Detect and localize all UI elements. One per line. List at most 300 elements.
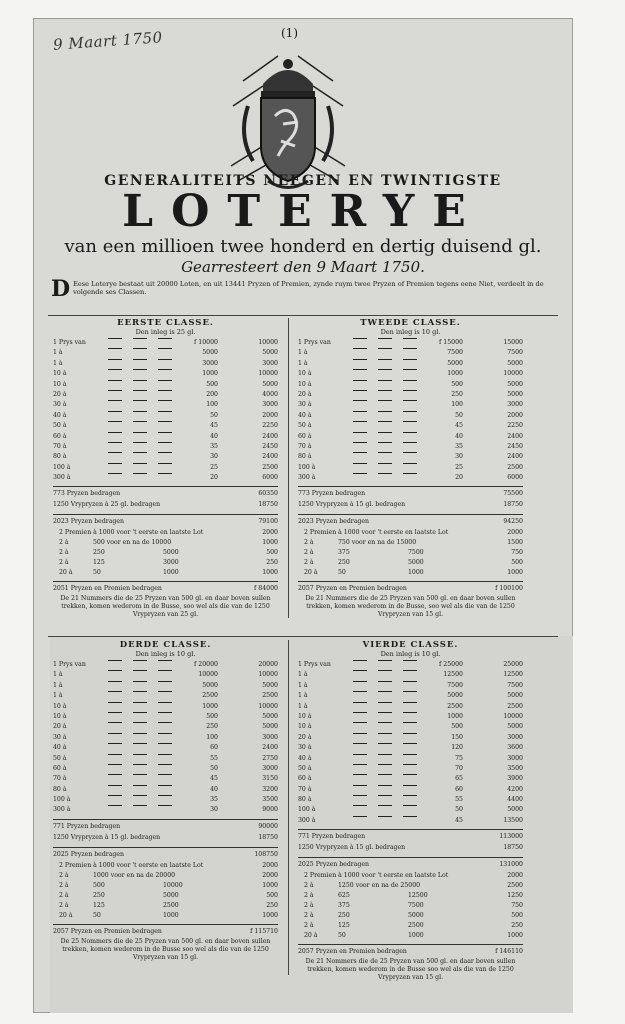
sum-value: 18750 <box>503 844 523 852</box>
dash-mark <box>353 463 367 464</box>
dash-mark <box>133 795 147 796</box>
premium-total: 750 <box>511 549 523 557</box>
prize-count: 20 à <box>53 723 67 731</box>
premium-label: 20 à <box>59 569 73 577</box>
dash-mark <box>353 380 367 381</box>
dash-mark <box>403 691 417 692</box>
prize-count: 300 à <box>298 816 316 824</box>
premium-row <box>53 568 278 578</box>
prize-count: 60 à <box>53 764 67 772</box>
prize-total: 5000 <box>507 359 523 367</box>
premium-row <box>298 548 523 558</box>
prize-total: 10000 <box>503 712 523 720</box>
prize-count: 30 à <box>53 401 67 409</box>
prize-count: 1 à <box>53 671 63 679</box>
prize-count: 100 à <box>53 463 71 471</box>
prize-count: 50 à <box>53 754 67 762</box>
dash-mark <box>133 359 147 360</box>
class-inleg: Den inleg is 10 gl. <box>135 650 196 658</box>
prize-total: 10000 <box>258 339 278 346</box>
prize-row <box>53 442 278 452</box>
sum-row <box>298 832 523 843</box>
prize-count: 30 à <box>298 744 312 752</box>
prize-count: 30 à <box>53 733 67 741</box>
prize-row <box>53 702 278 712</box>
prize-count: 40 à <box>53 411 67 419</box>
prize-row <box>298 380 523 390</box>
premium-row <box>53 538 278 548</box>
prize-total: 2450 <box>262 442 278 450</box>
dash-mark <box>158 348 172 349</box>
premium-amount: 250 <box>93 549 105 557</box>
premium-amount: 50 <box>338 932 346 940</box>
prize-row <box>298 390 523 400</box>
prize-total: 7500 <box>507 681 523 689</box>
prize-value: 20 <box>455 474 463 482</box>
premium-amount: 375 <box>338 549 350 557</box>
dash-mark <box>353 733 367 734</box>
premium-total: 1000 <box>262 539 278 547</box>
upper-column-divider <box>288 318 289 618</box>
premium-label: 2 Premien à 1000 voor 't eerste en laatste Lot <box>304 529 449 537</box>
prize-count: 70 à <box>298 442 312 450</box>
prize-count: 30 à <box>298 401 312 409</box>
prize-count: 1 à <box>298 359 308 367</box>
prize-row <box>298 816 523 826</box>
prize-count: 1 Prys van <box>53 339 86 346</box>
prize-value: 45 <box>455 816 463 824</box>
sum-row <box>298 517 523 528</box>
prize-value: 500 <box>206 380 218 388</box>
prize-value: f 15000 <box>439 339 463 346</box>
dash-mark <box>378 452 392 453</box>
dash-mark <box>403 338 417 339</box>
dash-mark <box>108 660 122 661</box>
dash-mark <box>133 764 147 765</box>
lower-column-divider <box>288 640 289 975</box>
dash-mark <box>378 411 392 412</box>
prize-row <box>53 722 278 732</box>
premium-total: 2000 <box>262 861 278 869</box>
grand-total-value: f 146110 <box>495 948 523 956</box>
premium-ref: 5000 <box>408 912 424 920</box>
prize-count: 10 à <box>298 380 312 388</box>
premium-row <box>53 881 278 891</box>
sum-rule <box>298 829 523 830</box>
prize-row <box>53 670 278 680</box>
dash-mark <box>133 691 147 692</box>
sum-row <box>298 860 523 871</box>
dash-mark <box>108 722 122 723</box>
prize-value: 40 <box>210 432 218 440</box>
sum-value: 60350 <box>258 490 278 498</box>
prize-count: 20 à <box>53 390 67 398</box>
prize-total: 5000 <box>262 380 278 388</box>
prize-row <box>53 774 278 784</box>
prize-row <box>53 338 278 348</box>
prize-value: 2500 <box>447 702 463 710</box>
prize-value: 10000 <box>198 671 218 679</box>
prize-row <box>298 660 523 670</box>
sum-value: 94250 <box>503 518 523 526</box>
prize-count: 1 à <box>298 702 308 710</box>
sum-rule <box>298 486 523 487</box>
prize-value: 25 <box>210 463 218 471</box>
prize-row <box>53 805 278 815</box>
dash-mark <box>403 660 417 661</box>
dash-mark <box>108 691 122 692</box>
dash-mark <box>403 816 417 817</box>
dash-mark <box>158 338 172 339</box>
dash-mark <box>108 380 122 381</box>
prize-total: 2500 <box>262 692 278 700</box>
prize-total: 3900 <box>507 775 523 783</box>
dash-mark <box>353 369 367 370</box>
premium-label: 2 à <box>304 912 314 920</box>
dash-mark <box>108 733 122 734</box>
premium-total: 2000 <box>507 872 523 880</box>
premium-amount: 750 voor en na de 15000 <box>338 539 417 547</box>
dash-mark <box>353 785 367 786</box>
prize-row <box>53 390 278 400</box>
dash-mark <box>158 691 172 692</box>
premium-ref: 1000 <box>408 932 424 940</box>
dash-mark <box>378 691 392 692</box>
prize-value: 25 <box>455 463 463 471</box>
prize-total: 13500 <box>503 816 523 824</box>
premium-row <box>298 538 523 548</box>
prize-value: 35 <box>210 796 218 804</box>
dash-mark <box>353 743 367 744</box>
dash-mark <box>108 473 122 474</box>
prize-total: 3200 <box>262 785 278 793</box>
dash-mark <box>353 660 367 661</box>
prize-total: 3000 <box>262 359 278 367</box>
dash-mark <box>403 681 417 682</box>
prize-count: 50 à <box>298 764 312 772</box>
premium-label: 2 à <box>59 891 69 899</box>
sum-row <box>53 500 278 511</box>
premium-row <box>298 871 523 881</box>
dash-mark <box>378 805 392 806</box>
prize-row <box>298 411 523 421</box>
prize-count: 80 à <box>298 796 312 804</box>
premium-row <box>298 881 523 891</box>
prize-value: 5000 <box>202 681 218 689</box>
dash-mark <box>403 463 417 464</box>
dash-mark <box>353 348 367 349</box>
prize-value: 5000 <box>447 692 463 700</box>
dash-mark <box>378 795 392 796</box>
prize-count: 10 à <box>298 370 312 378</box>
dropcap: D <box>51 276 71 302</box>
premium-total: 1000 <box>262 881 278 889</box>
dash-mark <box>378 774 392 775</box>
dash-mark <box>108 702 122 703</box>
dash-mark <box>158 670 172 671</box>
premium-amount: 625 <box>338 892 350 900</box>
sum-rule <box>53 819 278 820</box>
dash-mark <box>133 411 147 412</box>
grand-total-row <box>298 947 523 958</box>
prize-count: 10 à <box>298 712 312 720</box>
prize-count: 70 à <box>53 442 67 450</box>
prize-row <box>298 442 523 452</box>
premium-total: 1250 <box>507 892 523 900</box>
premium-total: 2000 <box>507 529 523 537</box>
prize-total: 5000 <box>262 712 278 720</box>
mid-rule <box>48 636 558 637</box>
class-note: De 21 Nummers die de 25 Pryzen van 500 gl. en daar boven sullen trekken, komen wederom in de Busse, soo wel als die van de 1250 Vrypryzen van 15 gl. <box>305 595 516 619</box>
premium-amount: 125 <box>93 559 105 567</box>
prize-value: 100 <box>451 401 463 409</box>
handwritten-date: 9 Maart 1750 <box>52 28 164 54</box>
prize-total: 2250 <box>262 422 278 430</box>
prize-count: 10 à <box>53 380 67 388</box>
prize-value: 7500 <box>447 681 463 689</box>
dash-mark <box>158 712 172 713</box>
dash-mark <box>133 681 147 682</box>
premium-label: 2 à <box>59 559 69 567</box>
prize-count: 1 à <box>53 692 63 700</box>
class-title: VIERDE CLASSE. <box>362 640 459 650</box>
prize-row <box>298 473 523 483</box>
premium-total: 500 <box>266 891 278 899</box>
prize-value: 500 <box>206 712 218 720</box>
dash-mark <box>133 473 147 474</box>
prize-value: 500 <box>451 723 463 731</box>
dash-mark <box>403 400 417 401</box>
sum-rule <box>53 486 278 487</box>
premium-ref: 1000 <box>163 569 179 577</box>
sum-label: 771 Pryzen bedragen <box>53 822 121 830</box>
dash-mark <box>108 369 122 370</box>
prize-row <box>298 691 523 701</box>
grand-total-label: 2057 Pryzen en Premien bedragen <box>298 948 407 956</box>
prize-row <box>53 712 278 722</box>
dash-mark <box>133 743 147 744</box>
prize-total: 5000 <box>507 806 523 814</box>
prize-total: 3000 <box>507 754 523 762</box>
dash-mark <box>108 712 122 713</box>
class-note: De 21 Nommers die de 25 Pryzen van 500 gl. en daar boven sullen trekken, komen wederom in de Busse soo wel als die van de 1250 Vrypryzen van 15 gl. <box>305 958 516 982</box>
prize-count: 1 à <box>298 681 308 689</box>
dash-mark <box>133 369 147 370</box>
class-inleg: Den inleg is 10 gl. <box>380 328 441 336</box>
prize-total: 4400 <box>507 796 523 804</box>
sum-label: 1250 Vrypryzen à 15 gl. bedragen <box>298 501 406 509</box>
dash-mark <box>133 670 147 671</box>
prize-count: 1 à <box>53 349 63 357</box>
prize-total: 2450 <box>507 442 523 450</box>
sum-label: 2023 Pryzen bedragen <box>298 518 370 526</box>
premium-ref: 10000 <box>163 881 183 889</box>
prize-row <box>298 722 523 732</box>
prize-total: 3600 <box>507 744 523 752</box>
sum-rule <box>53 514 278 515</box>
prize-count: 10 à <box>53 712 67 720</box>
prize-row <box>53 681 278 691</box>
dash-mark <box>353 432 367 433</box>
dash-mark <box>403 670 417 671</box>
premium-total: 500 <box>266 549 278 557</box>
prize-value: 1000 <box>202 370 218 378</box>
grand-total-value: f 115710 <box>250 927 278 935</box>
premium-label: 2 à <box>304 539 314 547</box>
dash-mark <box>353 691 367 692</box>
premium-row <box>53 911 278 921</box>
premium-total: 250 <box>266 559 278 567</box>
sum-value: 18750 <box>503 501 523 509</box>
prize-total: 2750 <box>262 754 278 762</box>
header-line-3: van een millioen twee honderd en dertig duisend gl. <box>64 236 542 257</box>
premium-row <box>298 568 523 578</box>
dash-mark <box>353 795 367 796</box>
dash-mark <box>108 463 122 464</box>
prize-count: 300 à <box>298 474 316 482</box>
sum-row <box>53 489 278 500</box>
grand-total-row <box>53 927 278 938</box>
dash-mark <box>158 785 172 786</box>
prize-value: 1000 <box>447 712 463 720</box>
prize-count: 20 à <box>298 733 312 741</box>
premium-total: 2500 <box>507 882 523 890</box>
dash-mark <box>353 338 367 339</box>
prize-row <box>53 369 278 379</box>
prize-value: 250 <box>206 723 218 731</box>
dash-mark <box>378 380 392 381</box>
prize-total: 3000 <box>507 733 523 741</box>
prize-row <box>53 359 278 369</box>
prize-total: 20000 <box>258 661 278 668</box>
dash-mark <box>378 390 392 391</box>
dash-mark <box>108 432 122 433</box>
dash-mark <box>158 743 172 744</box>
prize-row <box>53 473 278 483</box>
dash-mark <box>133 722 147 723</box>
dash-mark <box>158 442 172 443</box>
prize-row <box>298 400 523 410</box>
sum-row <box>53 833 278 844</box>
premium-row <box>298 921 523 931</box>
prize-row <box>53 764 278 774</box>
grand-total-value: f 84000 <box>254 585 278 593</box>
sum-label: 2023 Pryzen bedragen <box>53 518 125 526</box>
premium-label: 2 Premien à 1000 voor 't eerste en laatste Lot <box>59 861 204 869</box>
sum-label: 2025 Pryzen bedragen <box>53 850 125 858</box>
prize-value: 100 <box>206 401 218 409</box>
premium-row <box>298 931 523 941</box>
premium-ref: 7500 <box>408 902 424 910</box>
premium-total: 500 <box>511 559 523 567</box>
prize-total: 3150 <box>262 775 278 783</box>
prize-row <box>53 400 278 410</box>
prize-row <box>298 774 523 784</box>
dash-mark <box>108 442 122 443</box>
prize-value: 1000 <box>202 702 218 710</box>
dash-mark <box>378 473 392 474</box>
prize-total: 2500 <box>507 702 523 710</box>
premium-amount: 500 voor en na de 10000 <box>93 539 172 547</box>
dash-mark <box>108 421 122 422</box>
prize-total: 10000 <box>258 370 278 378</box>
prize-total: 12500 <box>503 671 523 679</box>
prize-count: 70 à <box>298 785 312 793</box>
prize-count: 100 à <box>53 796 71 804</box>
dash-mark <box>108 764 122 765</box>
sum-row <box>298 500 523 511</box>
premium-total: 1000 <box>262 569 278 577</box>
dash-mark <box>158 754 172 755</box>
dash-mark <box>133 702 147 703</box>
dash-mark <box>353 452 367 453</box>
premium-total: 250 <box>266 901 278 909</box>
prize-count: 70 à <box>53 775 67 783</box>
prize-value: 35 <box>210 442 218 450</box>
prize-count: 10 à <box>53 370 67 378</box>
prize-value: 30 <box>210 453 218 461</box>
premium-amount: 125 <box>338 922 350 930</box>
prize-total: 2500 <box>507 463 523 471</box>
dash-mark <box>158 400 172 401</box>
sum-row <box>298 843 523 854</box>
prize-total: 7500 <box>507 349 523 357</box>
dash-mark <box>108 795 122 796</box>
dash-mark <box>158 722 172 723</box>
dash-mark <box>108 400 122 401</box>
prize-row <box>298 421 523 431</box>
premium-ref: 12500 <box>408 892 428 900</box>
premium-label: 2 à <box>304 902 314 910</box>
prize-row <box>53 452 278 462</box>
prize-count: 300 à <box>53 474 71 482</box>
prize-row <box>53 432 278 442</box>
dash-mark <box>108 390 122 391</box>
premium-label: 2 à <box>304 559 314 567</box>
premium-row <box>298 528 523 538</box>
dash-mark <box>378 754 392 755</box>
prize-total: 2250 <box>507 422 523 430</box>
prize-row <box>298 359 523 369</box>
prize-count: 100 à <box>298 463 316 471</box>
prize-value: 5000 <box>202 349 218 357</box>
dash-mark <box>378 432 392 433</box>
premium-ref: 5000 <box>408 559 424 567</box>
dash-mark <box>158 702 172 703</box>
prize-value: 3000 <box>202 359 218 367</box>
prize-count: 10 à <box>298 723 312 731</box>
premium-total: 750 <box>511 902 523 910</box>
sum-row <box>53 517 278 528</box>
dash-mark <box>158 473 172 474</box>
dash-mark <box>353 400 367 401</box>
premium-label: 2 à <box>304 922 314 930</box>
dash-mark <box>133 338 147 339</box>
dash-mark <box>133 463 147 464</box>
prize-value: 30 <box>455 453 463 461</box>
dash-mark <box>378 722 392 723</box>
dash-mark <box>158 369 172 370</box>
sum-value: 75500 <box>503 490 523 498</box>
prize-total: 3000 <box>262 733 278 741</box>
prize-row <box>53 411 278 421</box>
prize-count: 60 à <box>298 775 312 783</box>
dash-mark <box>403 380 417 381</box>
grand-total-label: 2051 Pryzen en Premien bedragen <box>53 585 162 593</box>
premium-amount: 50 <box>338 569 346 577</box>
premium-row <box>53 901 278 911</box>
prize-total: 10000 <box>258 702 278 710</box>
